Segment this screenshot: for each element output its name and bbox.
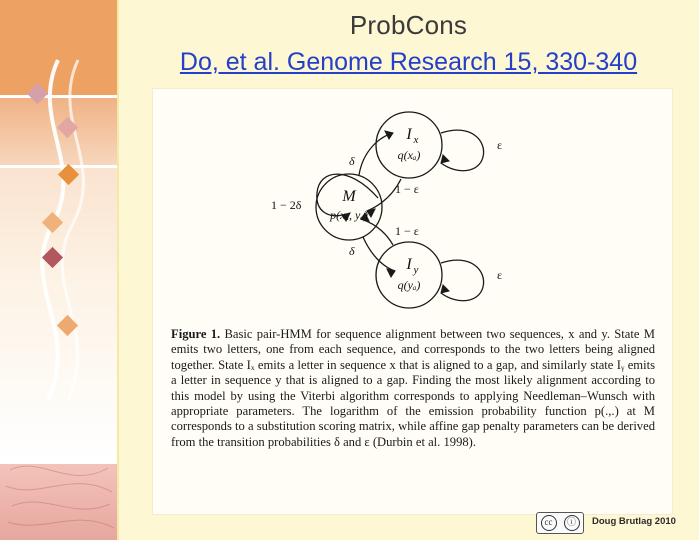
state-label-iy: I [406, 256, 412, 273]
state-circle-m [316, 174, 382, 240]
edge-m-to-iy [363, 237, 395, 271]
figure-caption-label: Figure 1. [171, 327, 221, 341]
state-label-ix: I [406, 126, 412, 143]
state-emission-m: p(xₐ, yₐ) [330, 208, 368, 222]
edge-iy-to-m [361, 219, 393, 245]
self-loop-ix [441, 130, 484, 171]
dna-helix-graphic [0, 0, 118, 540]
arrowhead-self-ix [441, 155, 449, 163]
state-emission-iy: q(yₐ) [397, 278, 421, 292]
pair-hmm-diagram [153, 89, 672, 319]
state-circle-iy [376, 242, 442, 308]
label-m-to-ix: δ [349, 154, 355, 168]
arrowhead-self-iy [441, 285, 449, 293]
citation-link[interactable]: Do, et al. Genome Research 15, 330-340 [179, 48, 638, 76]
label-m-to-iy: δ [349, 244, 355, 258]
author-credit: Doug Brutlag 2010 [592, 516, 676, 527]
decorative-sidebar [0, 0, 118, 540]
arrowhead-ix-to-m [367, 209, 375, 217]
state-subscript-ix: x [413, 134, 419, 146]
figure-caption [171, 327, 655, 450]
state-emission-ix: q(xₐ) [397, 148, 421, 162]
label-iy-to-m: 1 − ε [395, 224, 419, 238]
cc-by-icon: ⓘ [564, 515, 580, 531]
state-subscript-iy: y [413, 264, 419, 276]
sidebar-edge [117, 0, 119, 540]
figure-panel [152, 88, 673, 515]
cc-icon: cc [541, 515, 557, 531]
label-ix-to-m: 1 − ε [395, 182, 419, 196]
state-circle-ix [376, 112, 442, 178]
arrowhead-m-to-iy [387, 269, 395, 277]
citation-line [118, 48, 699, 77]
slide-title: ProbCons [349, 10, 468, 40]
label-self-loop-m: 1 − 2δ [271, 198, 302, 212]
label-ix-self: ε [497, 138, 503, 152]
self-loop-iy [441, 260, 484, 301]
state-label-m: M [342, 188, 356, 205]
creative-commons-badge [536, 512, 584, 534]
label-iy-self: ε [497, 268, 503, 282]
figure-caption-text: Basic pair-HMM for sequence alignment between two sequences, x and y. State M emits two letters, one from each sequence, and corresponds to the two letters being aligned together. State Iₓ emits a letter in sequence x that is aligned to a gap, and similarly state Iᵧ emits a letter in sequence y that is aligned to a gap. Finding the most likely alignment according to this model by using the Viterbi algorithm corresponds to applying Needleman–Wunsch with appropriate parameters. The logarithm of the emission probability function p(.,.) at M corresponds to a substitution scoring matrix, while affine gap penalty parameters can be derived from the transition probabilities δ and ε (Durbin et al. 1998). [171, 327, 655, 449]
pair-hmm-svg [153, 89, 672, 319]
